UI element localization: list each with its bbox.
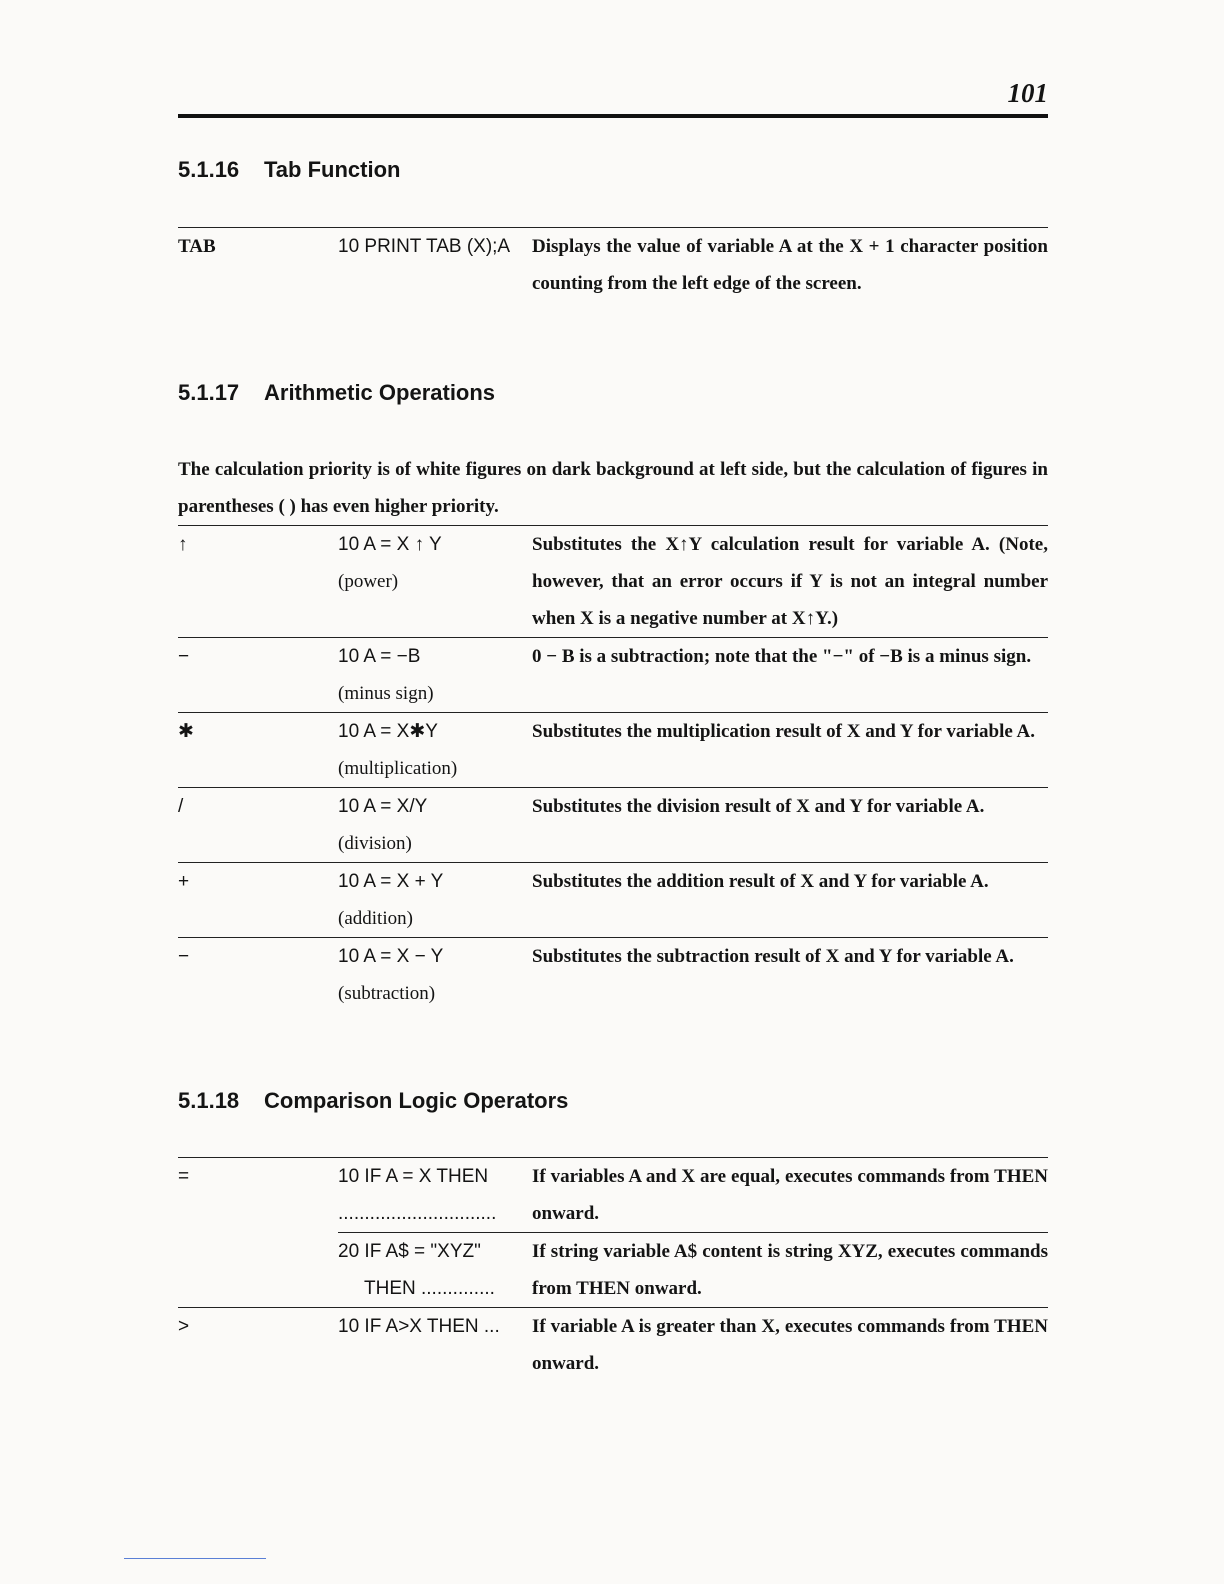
description: Substitutes the division result of X and Y for variable A. xyxy=(532,788,1048,863)
arithmetic-operations-table xyxy=(178,525,1048,1012)
operation-name: (addition) xyxy=(338,908,413,929)
description: If variable A is greater than X, executes commands from THEN onward. xyxy=(532,1308,1048,1383)
arithmetic-intro-paragraph: The calculation priority is of white figures on dark background at left side, but the calculation of figures in parentheses ( ) has even higher priority. xyxy=(178,459,1048,517)
table-row xyxy=(178,1308,1048,1383)
operator-symbol: − xyxy=(178,938,338,1013)
operator-symbol: + xyxy=(178,863,338,938)
operation-name: (multiplication) xyxy=(338,758,458,779)
description: Substitutes the multiplication result of X and Y for variable A. xyxy=(532,713,1048,788)
description: Substitutes the X↑Y calculation result for variable A. (Note, however, that an error occurs if Y is not an integral number when X is a negative number at X↑Y.) xyxy=(532,526,1048,638)
table-row xyxy=(178,788,1048,863)
example-code: 10 A = −B xyxy=(338,646,421,667)
description: Displays the value of variable A at the X + 1 character position counting from the left edge of the screen. xyxy=(532,228,1048,303)
table-row xyxy=(178,713,1048,788)
section-heading-tab-function xyxy=(178,157,400,183)
example-code-continuation: THEN .............. xyxy=(364,1278,495,1299)
example-code: 20 IF A$ = "XYZ" xyxy=(338,1241,481,1262)
page-number: 101 xyxy=(1007,78,1048,108)
table-row xyxy=(178,228,1048,303)
operation-name: (minus sign) xyxy=(338,683,434,704)
table-row xyxy=(178,938,1048,1013)
header-rule xyxy=(178,114,1048,118)
operator-symbol xyxy=(178,1233,338,1308)
operator-symbol: > xyxy=(178,1308,338,1383)
section-heading-comparison-logic-operators xyxy=(178,1088,568,1114)
example-code: 10 PRINT TAB (X);A xyxy=(338,228,532,303)
operator-symbol: ✱ xyxy=(178,713,338,788)
example-code: 10 A = X + Y xyxy=(338,871,444,892)
description: If string variable A$ content is string XYZ, executes commands from THEN onward. xyxy=(532,1233,1048,1308)
table-row xyxy=(178,526,1048,638)
example-code: 10 A = X ↑ Y xyxy=(338,534,442,555)
operator-symbol: ↑ xyxy=(178,526,338,638)
table-row xyxy=(178,638,1048,713)
operation-name: (power) xyxy=(338,571,399,592)
section-title: Comparison Logic Operators xyxy=(264,1088,569,1113)
section-number: 5.1.16 xyxy=(178,157,240,182)
scan-edge-mark xyxy=(124,1558,266,1559)
keyword: TAB xyxy=(178,228,338,303)
comparison-operators-table xyxy=(178,1157,1048,1382)
section-heading-arithmetic-operations xyxy=(178,380,495,406)
table-row xyxy=(178,1158,1048,1233)
example-code: 10 IF A = X THEN xyxy=(338,1166,489,1187)
section-number: 5.1.17 xyxy=(178,380,240,405)
example-code: 10 A = X/Y xyxy=(338,796,428,817)
operation-name: (subtraction) xyxy=(338,983,436,1004)
section-title: Tab Function xyxy=(264,157,401,182)
section-number: 5.1.18 xyxy=(178,1088,240,1113)
table-row xyxy=(178,863,1048,938)
operation-name: (division) xyxy=(338,833,412,854)
description: 0 − B is a subtraction; note that the "−" of −B is a minus sign. xyxy=(532,638,1048,713)
description: Substitutes the addition result of X and Y for variable A. xyxy=(532,863,1048,938)
operator-symbol: = xyxy=(178,1158,338,1233)
example-code: 10 IF A>X THEN ... xyxy=(338,1316,500,1337)
section-title: Arithmetic Operations xyxy=(264,380,496,405)
example-code: 10 A = X✱Y xyxy=(338,721,438,742)
table-row xyxy=(178,1233,1048,1308)
tab-function-table xyxy=(178,227,1048,302)
operator-symbol: − xyxy=(178,638,338,713)
operator-symbol: / xyxy=(178,788,338,863)
example-code: 10 A = X − Y xyxy=(338,946,444,967)
example-code-continuation: .............................. xyxy=(338,1203,497,1224)
description: If variables A and X are equal, executes commands from THEN onward. xyxy=(532,1158,1048,1233)
description: Substitutes the subtraction result of X and Y for variable A. xyxy=(532,938,1048,1013)
